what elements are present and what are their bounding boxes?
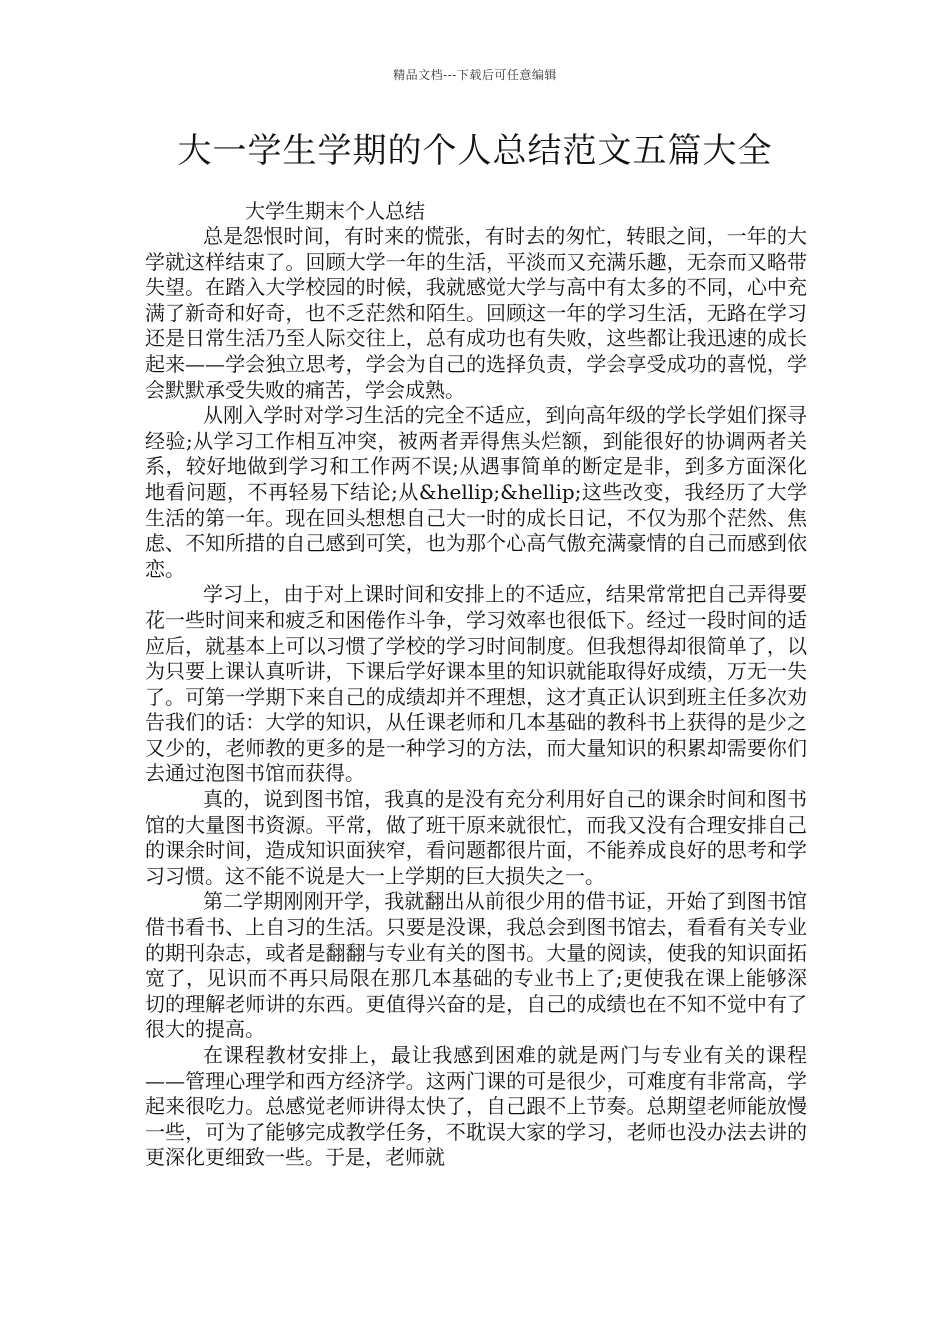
header-note: 精品文档---下载后可任意编辑 [393, 68, 557, 82]
paragraph: 第二学期刚刚开学，我就翻出从前很少用的借书证，开始了到图书馆借书看书、上自习的生活。只要是没课，我总会到图书馆去，看看有关专业的期刊杂志，或者是翻翻与专业有关的图书。大量的阅读，使我的知识面拓宽了，见识而不再只局限在那几本基础的专业书上了;更使我在课上能够深切的理解老师讲的东西。更值得兴奋的是，自己的成绩也在不知不觉中有了很大的提高。 [145, 889, 807, 1042]
document-title: 大一学生学期的个人总结范文五篇大全 [177, 131, 773, 171]
paragraph: 真的，说到图书馆，我真的是没有充分利用好自己的课余时间和图书馆的大量图书资源。平常，做了班干原来就很忙，而我又没有合理安排自己的课余时间，造成知识面狭窄，看问题都很片面，不能养成良好的思考和学习习惯。这不能不说是大一上学期的巨大损失之一。 [145, 787, 807, 888]
section-heading: 大学生期末个人总结 [245, 199, 425, 223]
paragraph: 从刚入学时对学习生活的完全不适应，到向高年级的学长学姐们探寻经验;从学习工作相互冲突，被两者弄得焦头烂额，到能很好的协调两者关系，较好地做到学习和工作两不误;从遇事简单的断定是非，到多方面深化地看问题，不再轻易下结论;从&hellip;&hellip;这些改变，我经历了大学生活的第一年。现在回头想想自己大一时的成长日记，不仅为那个茫然、焦虑、不知所措的自己感到可笑，也为那个心高气傲充满豪情的自己而感到依恋。 [145, 403, 807, 581]
document-body [145, 198, 807, 1171]
paragraph: 总是怨恨时间，有时来的慌张，有时去的匆忙，转眼之间，一年的大学就这样结束了。回顾大学一年的生活，平淡而又充满乐趣，无奈而又略带失望。在踏入大学校园的时候，我就感觉大学与高中有太多的不同，心中充满了新奇和好奇，也不乏茫然和陌生。回顾这一年的学习生活，无路在学习还是日常生活乃至人际交往上，总有成功也有失败，这些都让我迅速的成长起来——学会独立思考，学会为自己的选择负责，学会享受成功的喜悦，学会默默承受失败的痛苦，学会成熟。 [145, 224, 807, 402]
paragraph: 在课程教材安排上，最让我感到困难的就是两门与专业有关的课程——管理心理学和西方经济学。这两门课的可是很少，可难度有非常高，学起来很吃力。总感觉老师讲得太快了，自己跟不上节奏。总期望老师能放慢一些，可为了能够完成教学任务，不耽误大家的学习，老师也没办法去讲的更深化更细致一些。于是，老师就 [145, 1043, 807, 1170]
paragraph: 学习上，由于对上课时间和安排上的不适应，结果常常把自己弄得要花一些时间来和疲乏和困倦作斗争，学习效率也很低下。经过一段时间的适应后，就基本上可以习惯了学校的学习时间制度。但我想得却很简单了，以为只要上课认真听讲，下课后学好课本里的知识就能取得好成绩，万无一失了。可第一学期下来自己的成绩却并不理想，这才真正认识到班主任多次劝告我们的话：大学的知识，从任课老师和几本基础的教科书上获得的是少之又少的，老师教的更多的是一种学习的方法，而大量知识的积累却需要你们去通过泡图书馆而获得。 [145, 582, 807, 786]
